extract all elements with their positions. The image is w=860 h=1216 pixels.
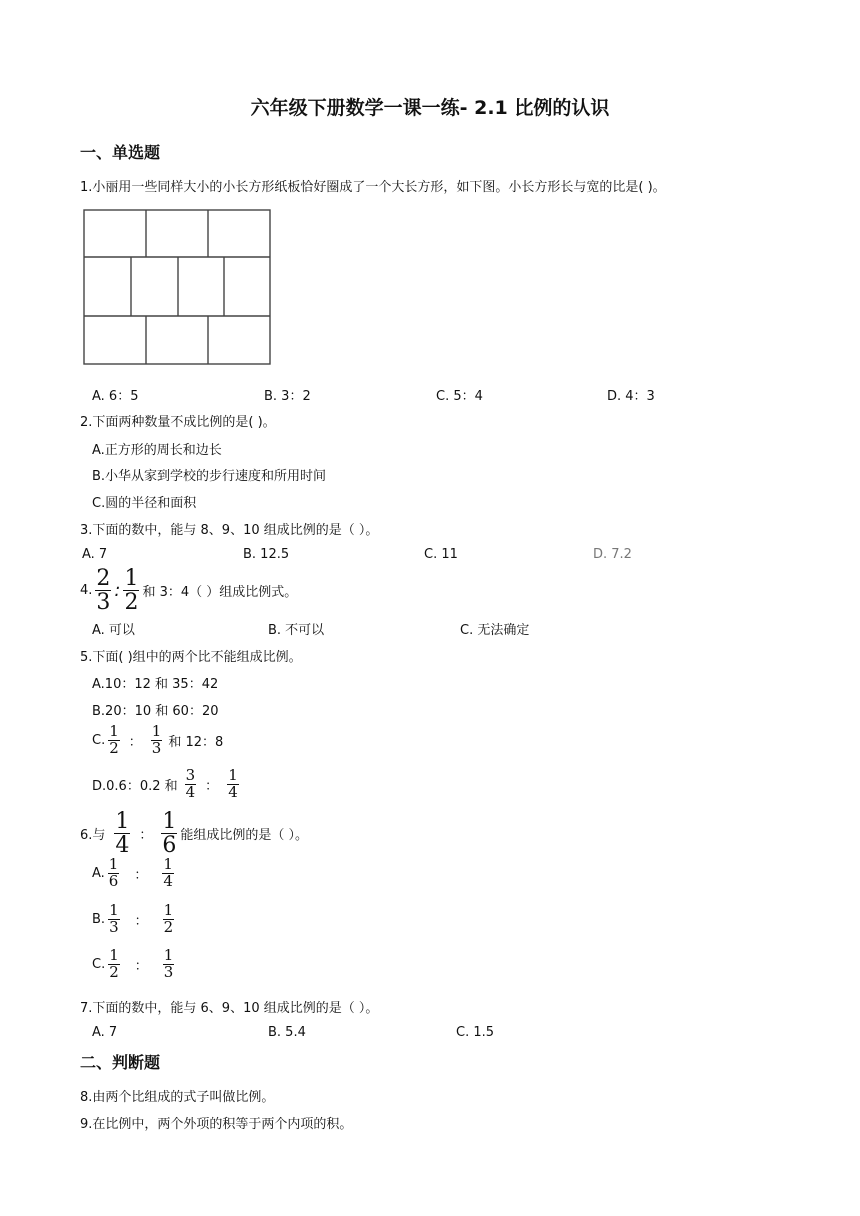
- question-7: 7.下面的数中，能与 6、9、10 组成比例的是（ ）。: [80, 1001, 379, 1016]
- q1-option-b[interactable]: B. 3：2: [264, 389, 311, 404]
- q4-option-a[interactable]: A. 可以: [92, 623, 135, 638]
- question-8: 8.由两个比组成的式子叫做比例。: [80, 1090, 275, 1105]
- numerator: 1: [163, 855, 173, 873]
- q6-option-c[interactable]: [92, 948, 177, 981]
- option-label: A.: [92, 865, 105, 881]
- fraction: [108, 724, 120, 757]
- q5-option-b[interactable]: B.20：10 和 60：20: [92, 704, 219, 719]
- q1-option-a[interactable]: A. 6：5: [92, 389, 139, 404]
- question-9: 9.在比例中，两个外项的积等于两个内项的积。: [80, 1117, 353, 1132]
- numerator: 1: [163, 946, 174, 964]
- q7-option-c[interactable]: C. 1.5: [456, 1025, 495, 1040]
- fraction: [108, 903, 120, 936]
- denominator: 3: [163, 962, 174, 981]
- fraction: [185, 768, 197, 801]
- fraction: [114, 810, 130, 857]
- outer-rectangle: [84, 210, 270, 364]
- rectangle-tiling-figure: [83, 209, 273, 367]
- option-label: B.: [92, 911, 106, 927]
- q4-tail: 和 3：4（ ）组成比例式。: [142, 585, 298, 601]
- fraction: [123, 567, 139, 614]
- q3-option-c[interactable]: C. 11: [424, 547, 458, 562]
- denominator: 3: [109, 917, 119, 936]
- numerator: 1: [108, 855, 119, 873]
- ratio-colon: ：: [134, 958, 148, 974]
- q6-number: 6.与: [80, 828, 106, 844]
- question-2: 2.下面两种数量不成比例的是( )。: [80, 415, 276, 430]
- denominator: 4: [115, 833, 130, 859]
- numerator: 2: [96, 566, 111, 591]
- ratio-colon: ：: [134, 867, 148, 883]
- denominator: 6: [108, 871, 119, 890]
- numerator: 1: [115, 809, 130, 834]
- fraction: [163, 948, 175, 981]
- ratio-colon: ：: [139, 828, 153, 844]
- denominator: 3: [151, 738, 162, 757]
- numerator: 1: [109, 722, 119, 740]
- option-label: C.: [92, 732, 106, 748]
- question-5: 5.下面( )组中的两个比不能组成比例。: [80, 650, 302, 665]
- fraction: [227, 768, 239, 801]
- denominator: 2: [109, 738, 119, 757]
- question-4: [80, 567, 297, 614]
- denominator: 4: [228, 782, 238, 801]
- numerator: 1: [162, 809, 177, 834]
- numerator: 1: [124, 566, 139, 591]
- denominator: 3: [96, 590, 111, 616]
- q5-option-a[interactable]: A.10：12 和 35：42: [92, 677, 219, 692]
- denominator: 2: [163, 917, 174, 936]
- ratio-colon: ：: [205, 778, 219, 794]
- q4-number: 4.: [80, 583, 93, 599]
- q7-option-a[interactable]: A. 7: [92, 1025, 118, 1040]
- q6-option-b[interactable]: [92, 903, 177, 936]
- question-3: 3.下面的数中，能与 8、9、10 组成比例的是（ ）。: [80, 523, 379, 538]
- fraction: [151, 724, 163, 757]
- numerator: 1: [163, 901, 174, 919]
- q1-option-c[interactable]: C. 5：4: [436, 389, 483, 404]
- q3-option-d[interactable]: D. 7.2: [593, 547, 632, 562]
- q2-option-a[interactable]: A.正方形的周长和边长: [92, 443, 222, 458]
- numerator: 1: [109, 901, 119, 919]
- denominator: 4: [185, 782, 196, 801]
- fraction: [108, 857, 120, 890]
- q2-option-b[interactable]: B.小华从家到学校的步行速度和所用时间: [92, 469, 327, 484]
- numerator: 1: [228, 766, 238, 784]
- question-6: [80, 810, 308, 857]
- ratio-colon: :: [114, 580, 121, 602]
- page-title: 六年级下册数学一课一练- 2.1 比例的认识: [250, 97, 610, 119]
- numerator: 1: [151, 722, 162, 740]
- q2-option-c[interactable]: C.圆的半径和面积: [92, 496, 197, 511]
- fraction: [162, 857, 174, 890]
- q3-option-a[interactable]: A. 7: [82, 547, 108, 562]
- denominator: 6: [162, 833, 177, 859]
- numerator: 1: [109, 946, 119, 964]
- fraction: [163, 903, 175, 936]
- q1-option-d[interactable]: D. 4：3: [607, 389, 655, 404]
- numerator: 3: [185, 766, 196, 784]
- ratio-colon: ：: [128, 734, 142, 750]
- q4-option-b[interactable]: B. 不可以: [268, 623, 325, 638]
- fraction: [108, 948, 120, 981]
- option-tail: 和 12：8: [168, 734, 224, 750]
- section-heading-single-choice: 一、单选题: [80, 143, 161, 162]
- denominator: 2: [124, 590, 139, 616]
- fraction: [95, 567, 111, 614]
- fraction: [161, 810, 177, 857]
- ratio-colon: ：: [134, 913, 148, 929]
- q3-option-b[interactable]: B. 12.5: [243, 547, 290, 562]
- q7-option-b[interactable]: B. 5.4: [268, 1025, 306, 1040]
- section-heading-true-false: 二、判断题: [80, 1053, 161, 1072]
- option-label: D.0.6：0.2 和: [92, 778, 178, 794]
- denominator: 2: [109, 962, 119, 981]
- q6-tail: 能组成比例的是（ ）。: [180, 828, 309, 844]
- question-1: 1.小丽用一些同样大小的小长方形纸板恰好圈成了一个大长方形，如下图。小长方形长与宽的比是( )。: [80, 180, 666, 195]
- q5-option-d[interactable]: [92, 768, 242, 801]
- option-label: C.: [92, 956, 106, 972]
- q6-option-a[interactable]: [92, 857, 177, 890]
- q5-option-c[interactable]: [92, 724, 223, 757]
- q4-option-c[interactable]: C. 无法确定: [460, 623, 530, 638]
- denominator: 4: [163, 871, 173, 890]
